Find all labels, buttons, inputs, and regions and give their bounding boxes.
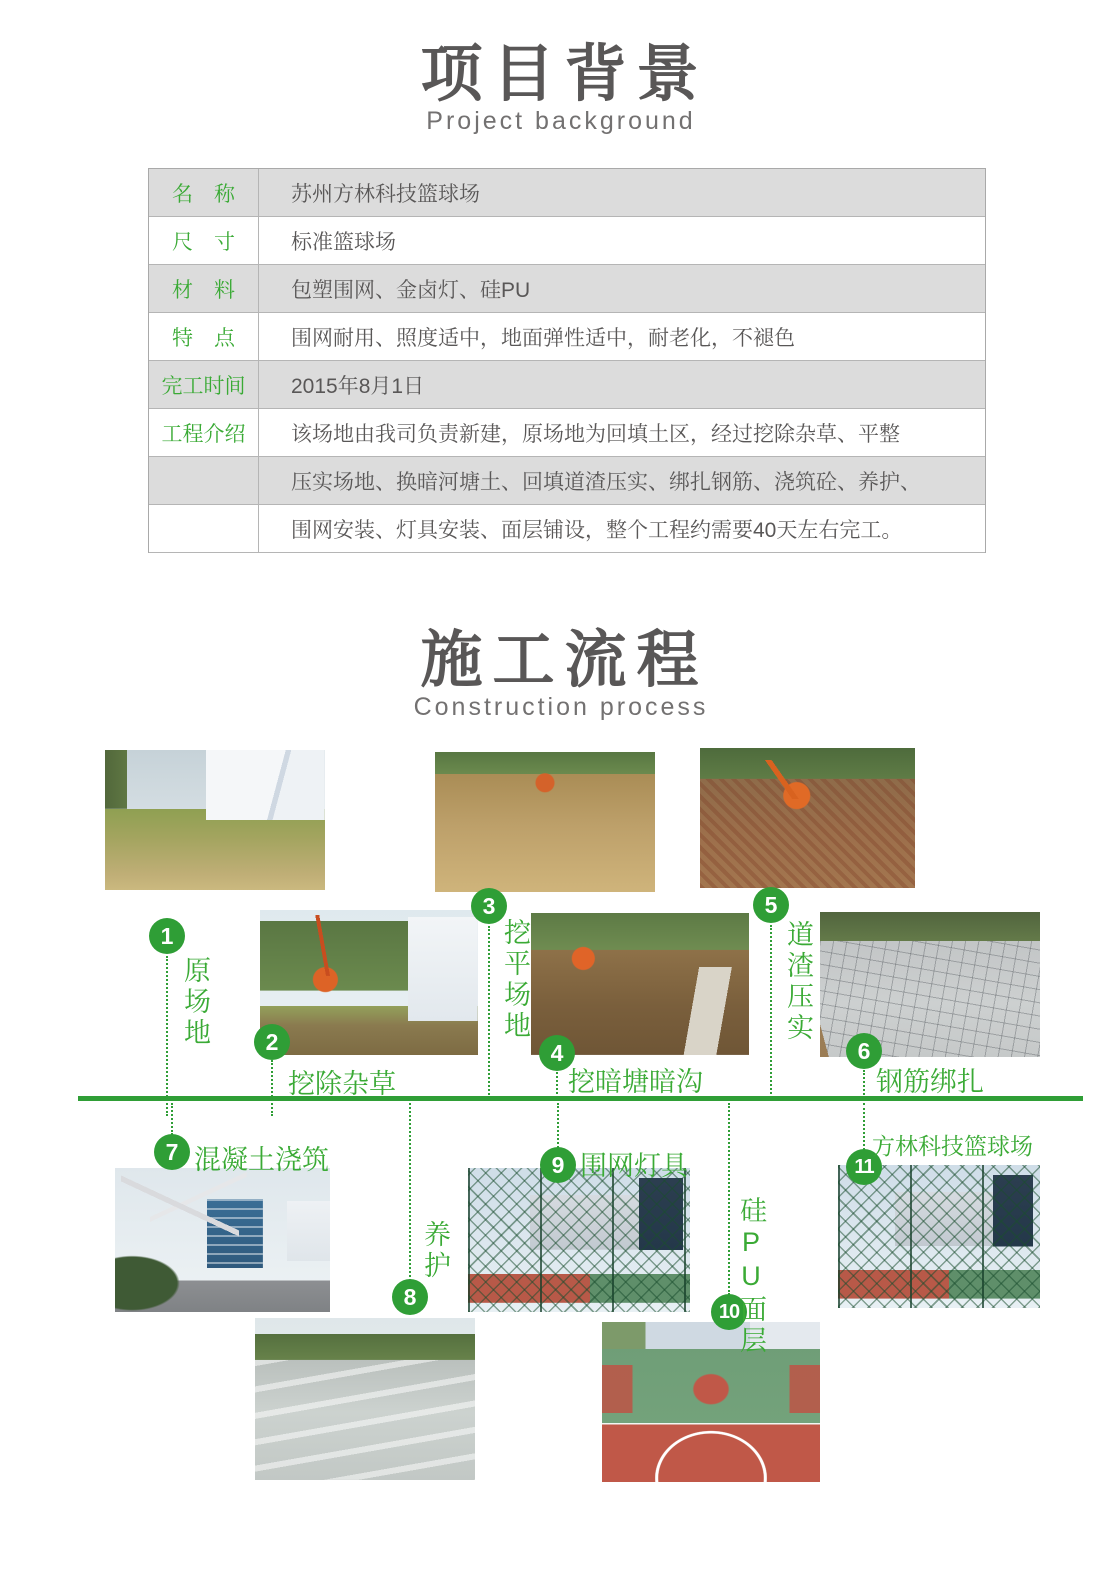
step-4-badge: 4 bbox=[539, 1035, 575, 1071]
table-row bbox=[149, 457, 985, 505]
connector-step1 bbox=[166, 956, 168, 1116]
table-row bbox=[149, 505, 985, 553]
step-3-label: 挖平场地 bbox=[500, 918, 530, 1042]
step-5-badge: 5 bbox=[753, 887, 789, 923]
photo-step7-concrete-pouring bbox=[115, 1168, 330, 1312]
row-label: 工程介绍 bbox=[149, 409, 259, 456]
step-7-badge: 7 bbox=[154, 1134, 190, 1170]
step-8-badge: 8 bbox=[392, 1279, 428, 1315]
row-value: 标准篮球场 bbox=[291, 230, 396, 254]
step-4-label: 挖暗塘暗沟 bbox=[568, 1067, 703, 1097]
section-title: 施工流程 bbox=[420, 626, 709, 695]
row-label bbox=[149, 457, 259, 504]
row-label: 尺 寸 bbox=[149, 217, 259, 264]
step-9-badge: 9 bbox=[540, 1147, 576, 1183]
step-3-badge: 3 bbox=[471, 888, 507, 924]
step-8-label: 养护 bbox=[420, 1220, 450, 1282]
photo-step10-pu-surface bbox=[602, 1322, 820, 1482]
table-row bbox=[149, 217, 985, 265]
section-header-project-background bbox=[0, 42, 1119, 136]
connector-step10 bbox=[728, 1103, 730, 1295]
table-row bbox=[149, 409, 985, 457]
connector-step4 bbox=[556, 1072, 558, 1098]
row-label: 名 称 bbox=[149, 169, 259, 216]
step-1-badge: 1 bbox=[149, 918, 185, 954]
row-value: 苏州方林科技篮球场 bbox=[291, 182, 480, 206]
section-subtitle: Construction process bbox=[413, 693, 709, 722]
connector-step7 bbox=[171, 1103, 173, 1135]
photo-step4-dig-hidden-pond bbox=[531, 913, 749, 1055]
photo-step1-original-site bbox=[105, 750, 325, 890]
row-label: 材 料 bbox=[149, 265, 259, 312]
step-10-label: 硅PU面层 bbox=[736, 1196, 766, 1357]
connector-step2 bbox=[271, 1060, 273, 1116]
photo-step9-fence-lighting bbox=[468, 1168, 690, 1312]
step-6-badge: 6 bbox=[846, 1033, 882, 1069]
row-value: 压实场地、换暗河塘土、回填道渣压实、绑扎钢筋、浇筑砼、养护、 bbox=[291, 470, 921, 494]
section-header-construction-process bbox=[0, 628, 1119, 722]
photo-step8-curing bbox=[255, 1318, 475, 1480]
connector-step8 bbox=[409, 1103, 411, 1281]
connector-step9 bbox=[557, 1103, 559, 1148]
photo-step2-weed-removal bbox=[260, 910, 478, 1055]
row-label: 特 点 bbox=[149, 313, 259, 360]
connector-step11 bbox=[863, 1103, 865, 1150]
step-2-badge: 2 bbox=[254, 1024, 290, 1060]
photo-step5-ballast-compaction bbox=[700, 748, 915, 888]
step-5-label: 道渣压实 bbox=[783, 920, 813, 1044]
row-value: 该场地由我司负责新建，原场地为回填土区，经过挖除杂草、平整 bbox=[291, 422, 900, 446]
step-6-label: 钢筋绑扎 bbox=[876, 1067, 984, 1097]
row-value: 围网耐用、照度适中，地面弹性适中，耐老化，不褪色 bbox=[291, 326, 795, 350]
connector-step5 bbox=[770, 925, 772, 1098]
table-row bbox=[149, 313, 985, 361]
project-info-table bbox=[148, 168, 986, 553]
row-value: 包塑围网、金卤灯、硅PU bbox=[291, 278, 531, 302]
section-subtitle: Project background bbox=[426, 107, 696, 136]
row-value: 围网安装、灯具安装、面层铺设，整个工程约需要40天左右完工。 bbox=[291, 518, 903, 542]
step-10-badge: 10 bbox=[711, 1294, 747, 1330]
connector-step6 bbox=[863, 1070, 865, 1098]
row-value: 2015年8月1日 bbox=[291, 374, 425, 398]
section-title: 项目背景 bbox=[420, 40, 709, 109]
photo-step11-finished-court bbox=[838, 1165, 1040, 1308]
step-9-label: 围网灯具 bbox=[580, 1151, 688, 1181]
step-11-label: 方林科技篮球场 bbox=[872, 1133, 1033, 1159]
step-7-label: 混凝土浇筑 bbox=[194, 1145, 329, 1175]
photo-step3-level-site bbox=[435, 752, 655, 892]
row-label bbox=[149, 505, 259, 552]
table-row bbox=[149, 361, 985, 409]
connector-step3 bbox=[488, 926, 490, 1098]
table-row bbox=[149, 265, 985, 313]
row-label: 完工时间 bbox=[149, 361, 259, 408]
table-row bbox=[149, 169, 985, 217]
step-11-badge: 11 bbox=[846, 1149, 882, 1185]
step-2-label: 挖除杂草 bbox=[288, 1069, 396, 1099]
step-1-label: 原场地 bbox=[180, 956, 210, 1049]
